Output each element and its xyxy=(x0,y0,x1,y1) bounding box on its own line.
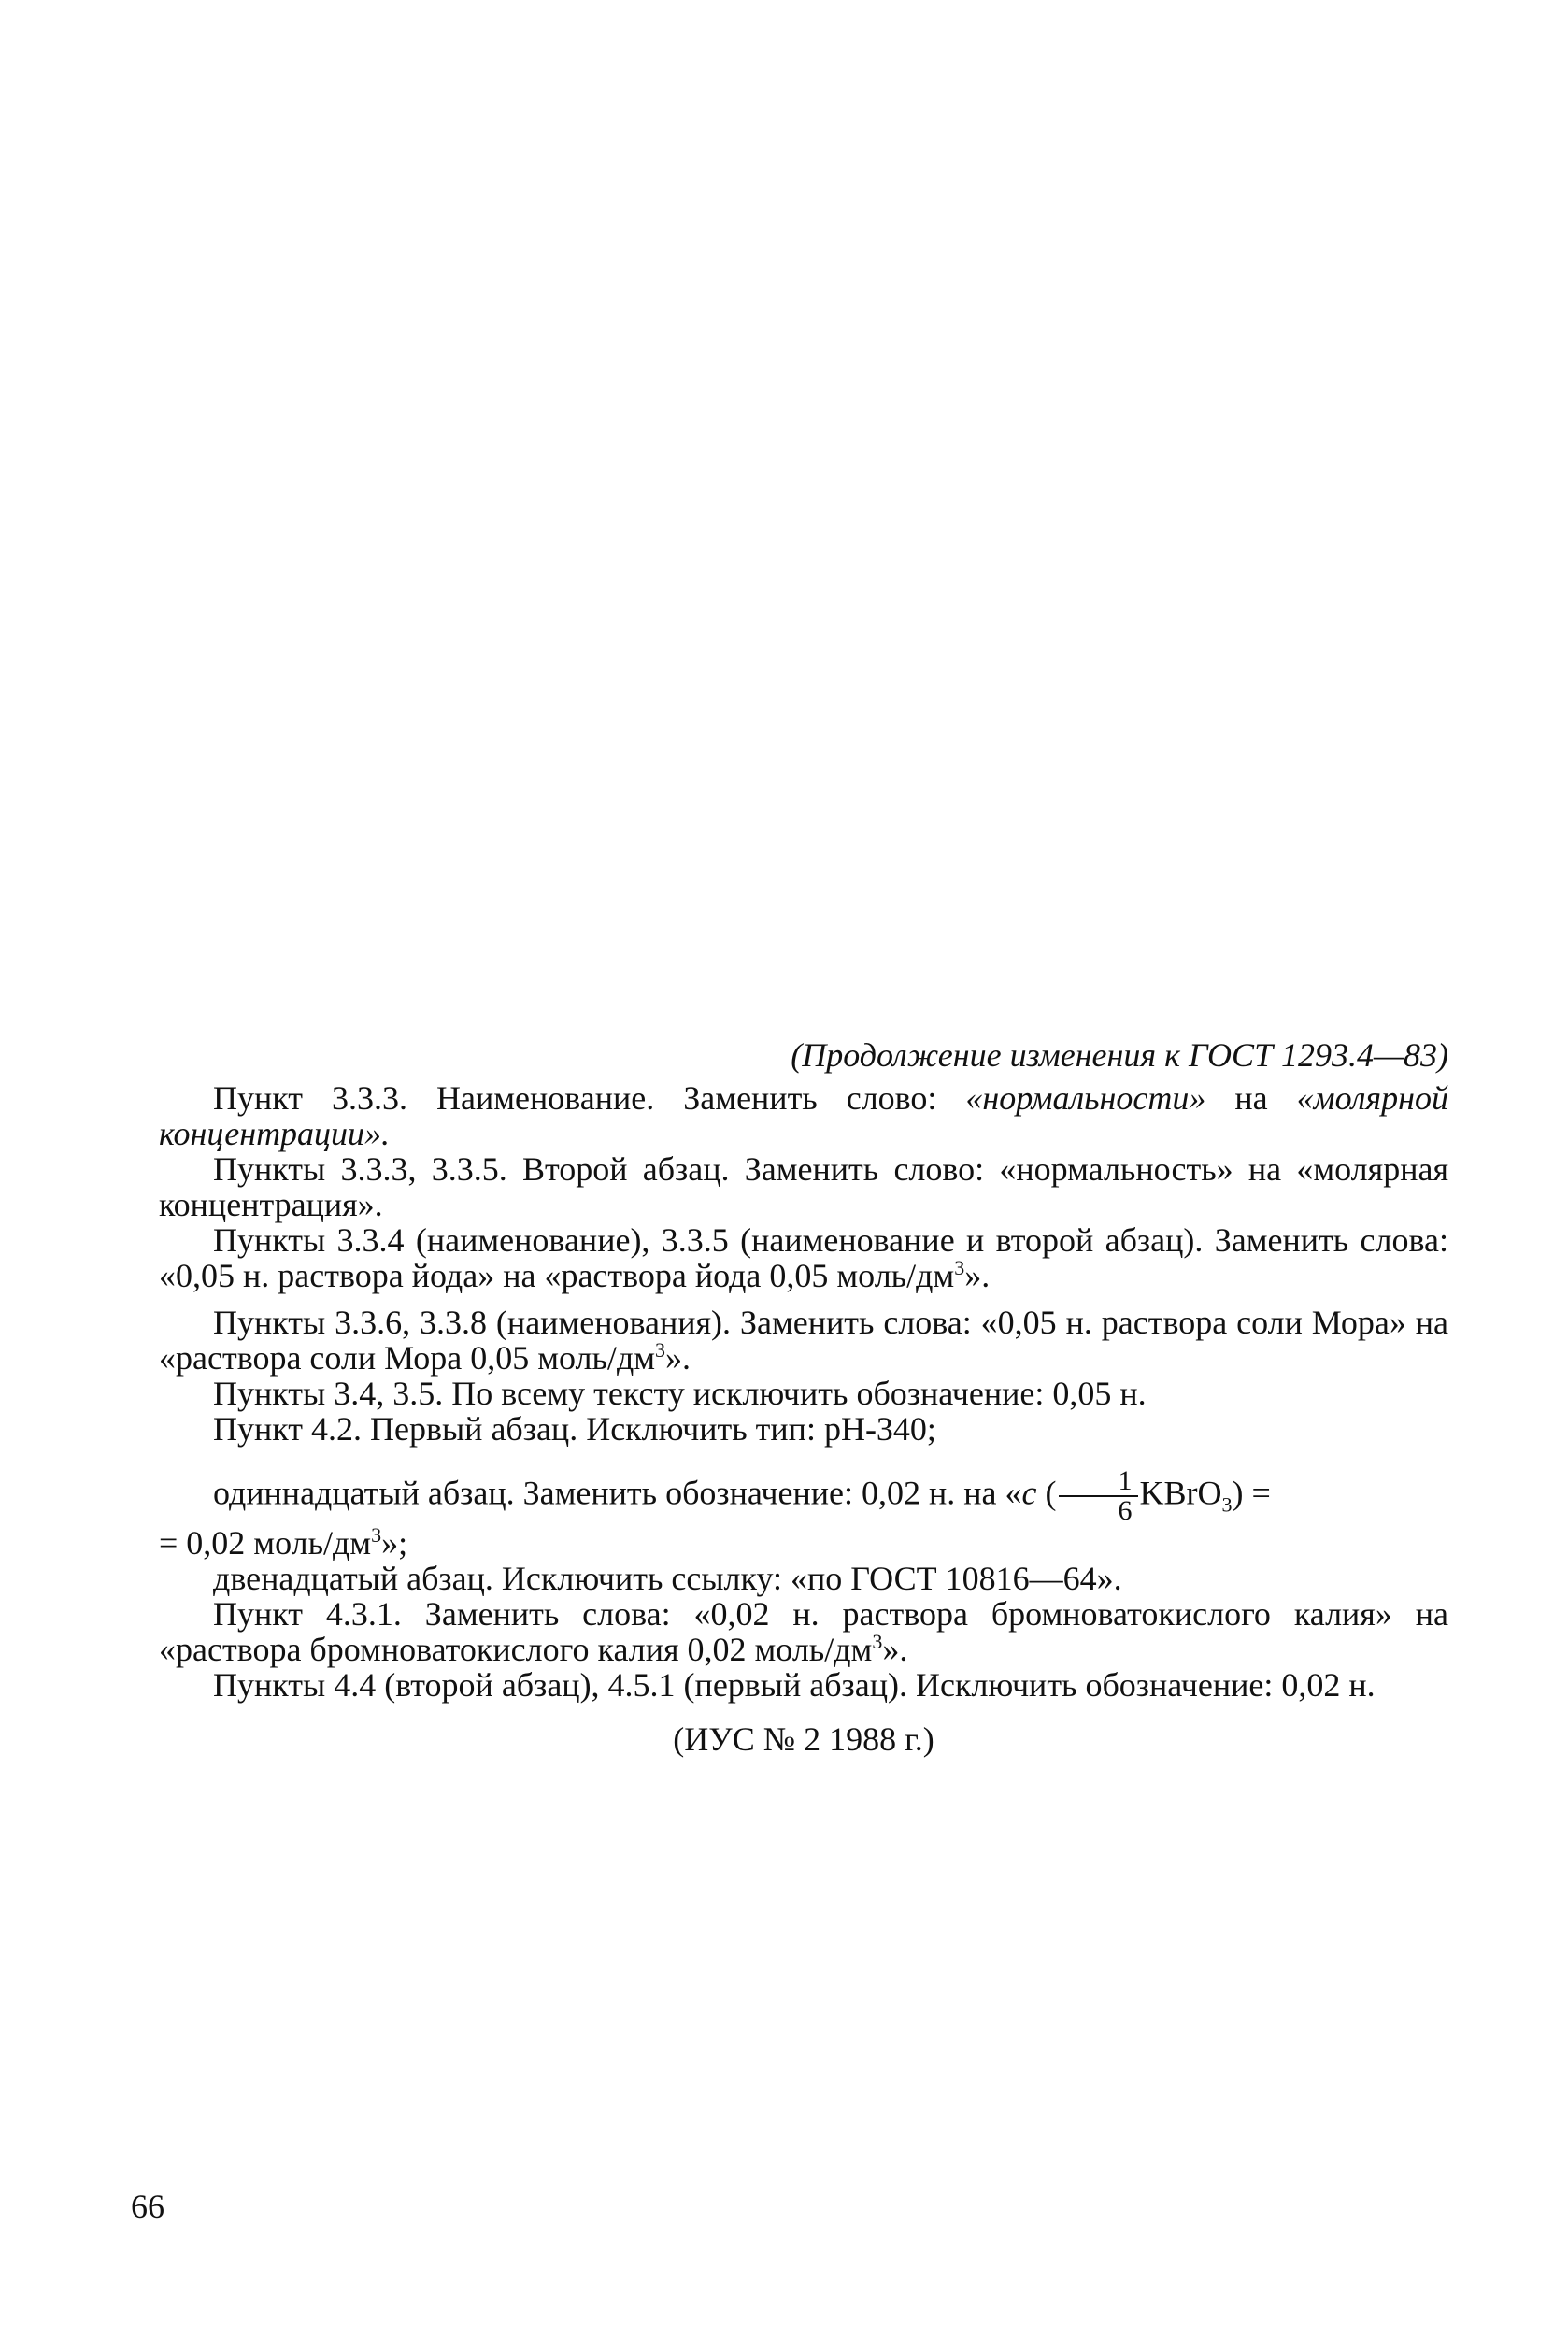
paragraph-3: Пункты 3.3.4 (наименование), 3.3.5 (наименование и второй абзац). Заменить слова: «0,05 н. раствора йода» на «раствора йода 0,05 моль/$дм^3$». xyxy=(159,1221,1448,1294)
page-number: 66 xyxy=(131,2188,164,2225)
document-body xyxy=(159,1037,1448,1757)
fraction: $\frac{1}{6}$ xyxy=(1059,1467,1138,1525)
continuation-header: (Продолжение изменения к ГОСТ 1293.4—83) xyxy=(791,1036,1448,1074)
paragraph-10: Пункты 4.4 (второй абзац), 4.5.1 (первый абзац). Исключить обозначение: 0,02 н. xyxy=(213,1666,1376,1704)
paragraph-7-continuation: = 0,02 моль/$дм^3$»; xyxy=(159,1523,408,1562)
paragraph-7-formula: одиннадцатый абзац. Заменить обозначение: 0,02 н. на «c ( $\frac{1}{6}$ KBrO$_3$) = xyxy=(213,1465,1271,1526)
paragraph-4: Пункты 3.3.6, 3.3.8 (наименования). Заменить слова: «0,05 н. раствора соли Мора» на «раствора соли Мора 0,05 моль/$дм^3$». xyxy=(159,1304,1448,1377)
paragraph-6: Пункт 4.2. Первый абзац. Исключить тип: рН-340; xyxy=(213,1410,936,1448)
paragraph-5: Пункты 3.4, 3.5. По всему тексту исключить обозначение: 0,05 н. xyxy=(213,1375,1147,1412)
paragraph-2: Пункты 3.3.3, 3.3.5. Второй абзац. Заменить слово: «нормальность» на «молярная концентрация». xyxy=(159,1150,1448,1223)
paragraph-8: двенадцатый абзац. Исключить ссылку: «по ГОСТ 10816—64». xyxy=(213,1560,1122,1597)
paragraph-1: Пункт 3.3.3. Наименование. Заменить слово: «нормальности» на «молярной концентрации». xyxy=(159,1079,1448,1152)
paragraph-9: Пункт 4.3.1. Заменить слова: «0,02 н. раствора бромноватокислого калия» на «раствора бромноватокислого калия 0,02 моль/$дм^3$». xyxy=(159,1595,1448,1668)
source-reference: (ИУС № 2 1988 г.) xyxy=(673,1720,934,1758)
